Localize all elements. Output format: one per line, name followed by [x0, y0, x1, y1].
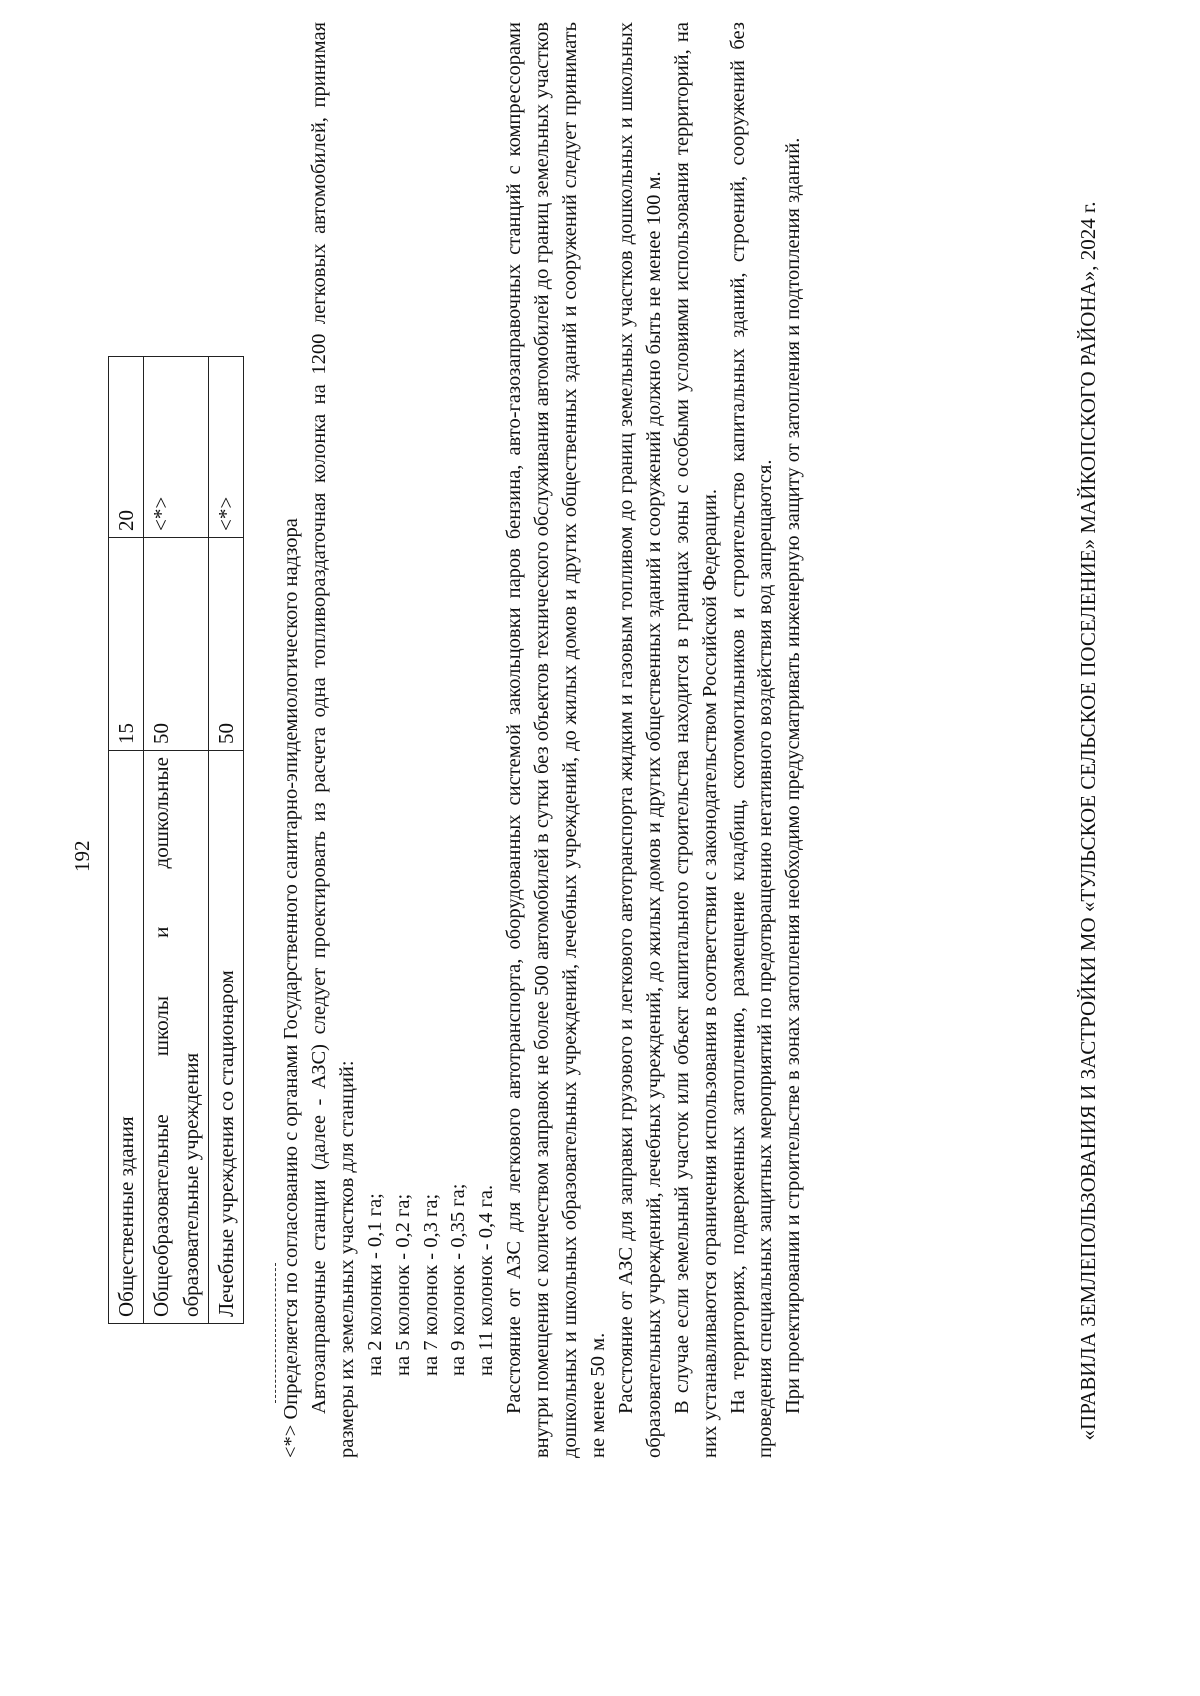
paragraph-flood: На территориях, подверженных затоплению, размещение кладбищ, скотомогильников и строительство капитальных зданий, строений, сооружений без проведения специальных защитных мероприятий по предотвращению негативного воздействия вод запрещаются.: [726, 22, 777, 1458]
paragraph-design: При проектировании и строительстве в зонах затопления необходимо предусматривать инженерную защиту от затопления и подтопления зданий.: [782, 137, 805, 1414]
paragraph-special-zone: В случае если земельный участок или объект капитального строительства находится в границах зоны с особыми условиями использования территорий, на них устанавливаются ограничения использования в соответствии с законодательством Российской Федерации.: [670, 22, 721, 1458]
table-row: [109, 357, 144, 1324]
table-row: [209, 357, 244, 1324]
list-item: на 9 колонок - 0,35 га;: [447, 1183, 470, 1376]
distance-table: [108, 356, 244, 1324]
list-item: на 5 колонок - 0,2 га;: [391, 1193, 414, 1376]
table-cell-header-20: 20: [109, 357, 144, 538]
table-label-line: [146, 757, 176, 1317]
page-number: 192: [70, 840, 94, 872]
document-body: [278, 22, 808, 1458]
table-cell-label: Общественные здания: [109, 751, 144, 1324]
paragraph-azs: Автозаправочные станции (далее - АЗС) следует проектировать из расчета одна топливораздаточная колонка на 1200 легковых автомобилей, принимая размеры их земельных участков для станций:: [307, 22, 358, 1458]
table-cell-value: 50: [209, 538, 244, 751]
list-item: на 2 колонки - 0,1 га;: [363, 1193, 386, 1376]
table-cell-value: <*>: [209, 357, 244, 538]
label-word: Общеобразовательные: [149, 1114, 173, 1317]
label-word: и: [149, 926, 173, 938]
table-cell-header-15: 15: [109, 538, 144, 751]
list-item: на 7 колонок - 0,3 га;: [419, 1193, 442, 1376]
table-row: [144, 357, 209, 1324]
list-item: на 11 колонок - 0,4 га.: [475, 1184, 498, 1376]
footnote: <*> Определяется по согласованию с органами Государственного санитарно-эпидемиологического надзора: [280, 518, 302, 1458]
table-cell-label: Лечебные учреждения со стационаром: [209, 751, 244, 1324]
table-cell-label: [144, 751, 209, 1324]
paragraph-distance-1: Расстояние от АЗС для легкового автотранспорта, оборудованных системой закольцовки паров бензина, авто-газозаправочных станций с компрессорами внутри помещения с количеством заправок не более 500 автомобилей в сутки без объектов технического обслуживания автомобилей до границ земельных участков дошкольных и школьных образовательных учреждений, лечебных учреждений, до жилых домов и других общественных зданий и сооружений следует принимать не менее 50 м.: [503, 22, 609, 1458]
label-word: школы: [149, 996, 173, 1057]
table-cell-value: 50: [144, 538, 209, 751]
label-continuation: образовательные учреждения: [179, 1052, 203, 1317]
paragraph-distance-2: Расстояние от АЗС для заправки грузового и легкового автотранспорта жидким и газовым топливом до границ земельных участков дошкольных и школьных образовательных учреждений, лечебных учреждений, до жилых домов и других общественных зданий и сооружений должно быть не менее 100 м.: [614, 22, 665, 1458]
label-word: дошкольные: [149, 757, 173, 869]
document-footer: «ПРАВИЛА ЗЕМЛЕПОЛЬЗОВАНИЯ И ЗАСТРОЙКИ МО «ТУЛЬСКОЕ СЕЛЬСКОЕ ПОСЕЛЕНИЕ» МАЙКОПСКОГО РАЙОНА», 2024 г.: [1076, 201, 1100, 1441]
table-cell-value: <*>: [144, 357, 209, 538]
footnote-separator: [275, 1263, 276, 1403]
